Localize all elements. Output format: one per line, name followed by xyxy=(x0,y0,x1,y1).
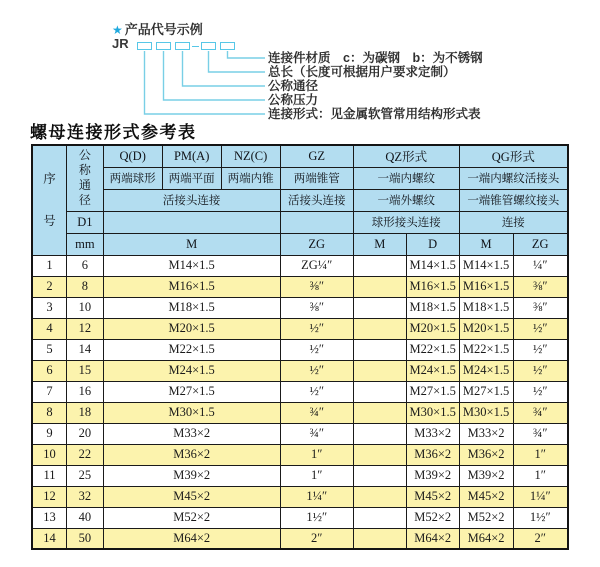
table-row xyxy=(32,486,568,507)
qg-zg-cell: ¾″ xyxy=(513,423,568,444)
qg-m-cell: M33×2 xyxy=(459,423,513,444)
dn-mm-cell: 25 xyxy=(67,465,104,486)
m-thread-cell: M14×1.5 xyxy=(103,255,280,276)
header-col-gz: GZ xyxy=(280,145,353,167)
qz-d-cell: M24×1.5 xyxy=(406,360,459,381)
row-number-cell: 8 xyxy=(32,402,67,423)
qg-m-cell: M14×1.5 xyxy=(459,255,513,276)
header-union-conn: 活接头连接 xyxy=(103,189,280,211)
table-row xyxy=(32,507,568,528)
qz-d-cell: M22×1.5 xyxy=(406,339,459,360)
qg-zg-cell: 1½″ xyxy=(513,507,568,528)
gz-taper-cell: ⅜″ xyxy=(280,276,353,297)
header-dn: 公称通径 xyxy=(67,145,104,211)
dn-mm-cell: 22 xyxy=(67,444,104,465)
star-icon: ★ xyxy=(112,23,123,37)
row-number-cell: 13 xyxy=(32,507,67,528)
qz-d-cell: M27×1.5 xyxy=(406,381,459,402)
qz-m-cell xyxy=(353,255,406,276)
row-number-cell: 1 xyxy=(32,255,67,276)
dn-mm-cell: 32 xyxy=(67,486,104,507)
table-row xyxy=(32,276,568,297)
m-thread-cell: M22×1.5 xyxy=(103,339,280,360)
qg-m-cell: M20×1.5 xyxy=(459,318,513,339)
qg-m-cell: M18×1.5 xyxy=(459,297,513,318)
gz-taper-cell: 1¼″ xyxy=(280,486,353,507)
qg-zg-cell: 2″ xyxy=(513,528,568,549)
header-col-nz: NZ(C) xyxy=(221,145,280,167)
qz-d-cell: M16×1.5 xyxy=(406,276,459,297)
table-row xyxy=(32,339,568,360)
row-number-cell: 6 xyxy=(32,360,67,381)
qg-m-cell: M30×1.5 xyxy=(459,402,513,423)
table-row xyxy=(32,402,568,423)
dn-mm-cell: 20 xyxy=(67,423,104,444)
header-qg-m-unit: M xyxy=(459,233,513,255)
m-thread-cell: M45×2 xyxy=(103,486,280,507)
diagram-label-diameter: 公称通径 xyxy=(268,79,319,93)
m-thread-cell: M52×2 xyxy=(103,507,280,528)
qg-zg-cell: ½″ xyxy=(513,339,568,360)
header-qg-desc1: 一端内螺纹活接头 xyxy=(459,167,568,189)
qz-m-cell xyxy=(353,339,406,360)
nut-connection-table xyxy=(31,144,569,550)
dn-mm-cell: 50 xyxy=(67,528,104,549)
m-thread-cell: M33×2 xyxy=(103,423,280,444)
table-row xyxy=(32,444,568,465)
header-gz-desc: 两端锥管 xyxy=(280,167,353,189)
gz-taper-cell: ⅜″ xyxy=(280,297,353,318)
header-qz-m-unit: M xyxy=(353,233,406,255)
qg-m-cell: M22×1.5 xyxy=(459,339,513,360)
header-zg-unit: ZG xyxy=(280,233,353,255)
table-title: 螺母连接形式参考表 xyxy=(30,123,197,143)
gz-taper-cell: 1″ xyxy=(280,444,353,465)
qg-zg-cell: 1″ xyxy=(513,465,568,486)
header-mm: mm xyxy=(67,233,104,255)
header-row-5 xyxy=(32,233,568,255)
diagram-title-text: 产品代号示例 xyxy=(124,22,203,37)
diagram-label-pressure: 公称压力 xyxy=(268,93,319,107)
qz-d-cell: M64×2 xyxy=(406,528,459,549)
header-col-qg: QG形式 xyxy=(459,145,568,167)
diagram-label-connection: 连接形式：见金属软管常用结构形式表 xyxy=(268,107,481,121)
qz-m-cell xyxy=(353,318,406,339)
qz-m-cell xyxy=(353,465,406,486)
qz-m-cell xyxy=(353,528,406,549)
table-body xyxy=(32,255,568,549)
m-thread-cell: M36×2 xyxy=(103,444,280,465)
header-seq: 序号 xyxy=(32,145,67,255)
qg-m-cell: M45×2 xyxy=(459,486,513,507)
qz-m-cell xyxy=(353,360,406,381)
qg-zg-cell: ¾″ xyxy=(513,402,568,423)
header-qg-zg-unit: ZG xyxy=(513,233,568,255)
m-thread-cell: M30×1.5 xyxy=(103,402,280,423)
qz-m-cell xyxy=(353,297,406,318)
m-thread-cell: M64×2 xyxy=(103,528,280,549)
gz-taper-cell: ¾″ xyxy=(280,402,353,423)
dn-mm-cell: 40 xyxy=(67,507,104,528)
gz-taper-cell: ½″ xyxy=(280,381,353,402)
header-qz-conn: 球形接头连接 xyxy=(353,211,459,233)
gz-taper-cell: ½″ xyxy=(280,318,353,339)
gz-taper-cell: 1″ xyxy=(280,465,353,486)
qg-zg-cell: ⅜″ xyxy=(513,276,568,297)
qg-zg-cell: 1″ xyxy=(513,444,568,465)
diagram-label-length: 总长（长度可根据用户要求定制） xyxy=(268,65,456,79)
header-col-pm: PM(A) xyxy=(162,145,221,167)
qz-m-cell xyxy=(353,423,406,444)
header-qz-desc2: 一端外螺纹 xyxy=(353,189,459,211)
header-row-1 xyxy=(32,145,568,167)
row-number-cell: 14 xyxy=(32,528,67,549)
m-thread-cell: M39×2 xyxy=(103,465,280,486)
dn-mm-cell: 10 xyxy=(67,297,104,318)
table-row xyxy=(32,423,568,444)
table-row xyxy=(32,381,568,402)
header-pm-desc: 两端平面 xyxy=(162,167,221,189)
qg-m-cell: M16×1.5 xyxy=(459,276,513,297)
qz-d-cell: M33×2 xyxy=(406,423,459,444)
header-col-q: Q(D) xyxy=(103,145,162,167)
qz-d-cell: M20×1.5 xyxy=(406,318,459,339)
code-prefix: JR xyxy=(112,36,129,51)
qz-d-cell: M45×2 xyxy=(406,486,459,507)
qz-m-cell xyxy=(353,402,406,423)
m-thread-cell: M27×1.5 xyxy=(103,381,280,402)
qz-m-cell xyxy=(353,486,406,507)
header-row-2 xyxy=(32,167,568,189)
header-nz-desc: 两端内锥 xyxy=(221,167,280,189)
qz-d-cell: M39×2 xyxy=(406,465,459,486)
gz-taper-cell: 1½″ xyxy=(280,507,353,528)
table-row xyxy=(32,465,568,486)
dn-mm-cell: 16 xyxy=(67,381,104,402)
qg-m-cell: M64×2 xyxy=(459,528,513,549)
row-number-cell: 12 xyxy=(32,486,67,507)
header-qz-desc1: 一端内螺纹 xyxy=(353,167,459,189)
qg-zg-cell: ⅜″ xyxy=(513,297,568,318)
qg-zg-cell: ½″ xyxy=(513,381,568,402)
m-thread-cell: M24×1.5 xyxy=(103,360,280,381)
diagram-label-material: 连接件材质 c：为碳钢 b：为不锈钢 xyxy=(268,51,483,65)
qz-m-cell xyxy=(353,507,406,528)
qg-zg-cell: ½″ xyxy=(513,360,568,381)
row-number-cell: 7 xyxy=(32,381,67,402)
qz-d-cell: M30×1.5 xyxy=(406,402,459,423)
qz-m-cell xyxy=(353,444,406,465)
row-number-cell: 4 xyxy=(32,318,67,339)
dn-mm-cell: 18 xyxy=(67,402,104,423)
row-number-cell: 10 xyxy=(32,444,67,465)
m-thread-cell: M20×1.5 xyxy=(103,318,280,339)
row-number-cell: 2 xyxy=(32,276,67,297)
header-qg-conn: 连接 xyxy=(459,211,568,233)
qz-m-cell xyxy=(353,381,406,402)
table-row xyxy=(32,528,568,549)
header-col-qz: QZ形式 xyxy=(353,145,459,167)
gz-taper-cell: ½″ xyxy=(280,360,353,381)
qg-m-cell: M36×2 xyxy=(459,444,513,465)
m-thread-cell: M16×1.5 xyxy=(103,276,280,297)
gz-taper-cell: ¾″ xyxy=(280,423,353,444)
qg-zg-cell: ½″ xyxy=(513,318,568,339)
qg-m-cell: M52×2 xyxy=(459,507,513,528)
qg-m-cell: M27×1.5 xyxy=(459,381,513,402)
dn-mm-cell: 6 xyxy=(67,255,104,276)
qz-d-cell: M36×2 xyxy=(406,444,459,465)
header-q-desc: 两端球形 xyxy=(103,167,162,189)
dn-mm-cell: 15 xyxy=(67,360,104,381)
table-row xyxy=(32,255,568,276)
m-thread-cell: M18×1.5 xyxy=(103,297,280,318)
header-row-4 xyxy=(32,211,568,233)
gz-taper-cell: ½″ xyxy=(280,339,353,360)
gz-taper-cell: ZG¼″ xyxy=(280,255,353,276)
table-row xyxy=(32,360,568,381)
gz-taper-cell: 2″ xyxy=(280,528,353,549)
dn-mm-cell: 14 xyxy=(67,339,104,360)
qg-zg-cell: ¼″ xyxy=(513,255,568,276)
qg-m-cell: M24×1.5 xyxy=(459,360,513,381)
header-gz-conn: 活接头连接 xyxy=(280,189,353,211)
qg-m-cell: M39×2 xyxy=(459,465,513,486)
row-number-cell: 5 xyxy=(32,339,67,360)
table-row xyxy=(32,318,568,339)
header-m-unit: M xyxy=(103,233,280,255)
header-row-3 xyxy=(32,189,568,211)
qz-d-cell: M14×1.5 xyxy=(406,255,459,276)
header-qg-desc2: 一端锥管螺纹接头 xyxy=(459,189,568,211)
header-empty-gz xyxy=(280,211,353,233)
dn-mm-cell: 12 xyxy=(67,318,104,339)
table-row xyxy=(32,297,568,318)
qz-m-cell xyxy=(353,276,406,297)
qz-d-cell: M52×2 xyxy=(406,507,459,528)
header-qz-d-unit: D xyxy=(406,233,459,255)
dn-mm-cell: 8 xyxy=(67,276,104,297)
table-header xyxy=(32,145,568,255)
row-number-cell: 9 xyxy=(32,423,67,444)
header-empty-m xyxy=(103,211,280,233)
row-number-cell: 3 xyxy=(32,297,67,318)
row-number-cell: 11 xyxy=(32,465,67,486)
qz-d-cell: M18×1.5 xyxy=(406,297,459,318)
qg-zg-cell: 1¼″ xyxy=(513,486,568,507)
header-d1: D1 xyxy=(67,211,104,233)
